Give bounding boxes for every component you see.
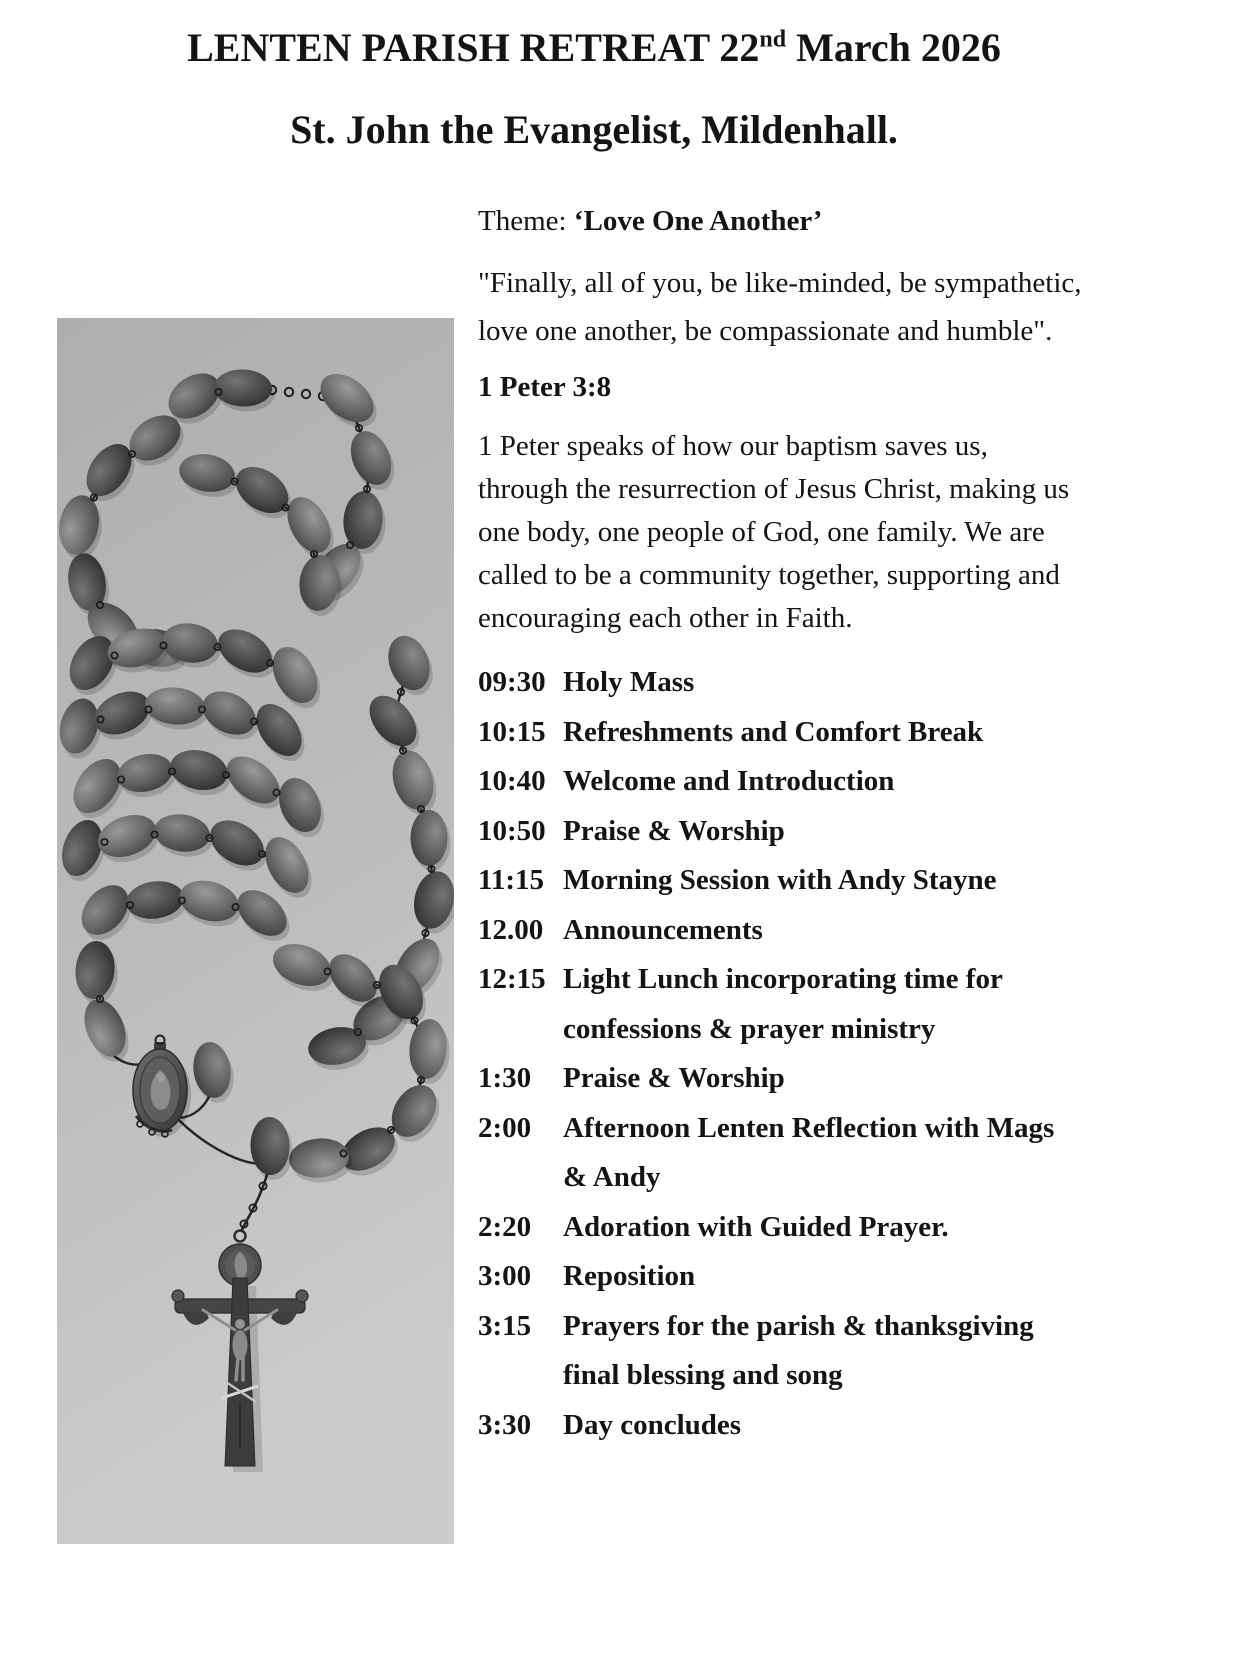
text-line: "Finally, all of you, be like-minded, be sympathetic, (478, 267, 1082, 299)
schedule-row (478, 1252, 1126, 1302)
text-line: & Andy (563, 1161, 661, 1193)
schedule-time: 12:15 (478, 963, 546, 995)
schedule-time: 2:20 (478, 1210, 532, 1243)
schedule-label (563, 1401, 1088, 1451)
schedule-label (563, 757, 1088, 807)
schedule-time: 11:15 (478, 864, 545, 896)
theme-value: ‘Love One Another’ (573, 205, 823, 237)
schedule-time: 3:00 (478, 1260, 532, 1292)
schedule-label (563, 955, 1088, 1054)
scripture-reference: 1 Peter 3:8 (478, 371, 612, 403)
rosary-photo (57, 318, 454, 1544)
text-line: Refreshments and Comfort Break (563, 715, 984, 748)
intro-paragraph (478, 425, 1126, 640)
text-line: Praise & Worship (563, 1062, 785, 1094)
page-title (0, 24, 1188, 72)
schedule-label (563, 1054, 1088, 1104)
schedule-time: 3:15 (478, 1309, 532, 1342)
scripture-quote (478, 259, 1126, 355)
schedule-label (563, 1203, 1088, 1253)
schedule-row (478, 708, 1126, 758)
schedule-label (563, 856, 1088, 906)
text-line: Announcements (563, 913, 763, 946)
page-subtitle: St. John the Evangelist, Mildenhall. (290, 107, 898, 152)
text-line: Day concludes (563, 1408, 742, 1441)
intro-and-schedule (478, 203, 1126, 1450)
rosary-illustration (57, 318, 454, 1544)
schedule-row (478, 856, 1126, 906)
title-text: LENTEN PARISH RETREAT 22 (187, 25, 760, 70)
schedule-label (563, 658, 1088, 708)
text-line: Adoration with Guided Prayer. (563, 1210, 949, 1243)
schedule-label (563, 1104, 1088, 1203)
text-line: confessions & prayer ministry (563, 1012, 936, 1045)
schedule-label (563, 906, 1088, 956)
text-line: one body, one people of God, one family. We are (478, 516, 1045, 548)
schedule-label (563, 1302, 1088, 1401)
schedule-label (563, 708, 1088, 758)
text-line: Praise & Worship (563, 814, 785, 847)
schedule-row (478, 1054, 1126, 1104)
schedule-row (478, 658, 1126, 708)
text-line: encouraging each other in Faith. (478, 602, 853, 634)
header (0, 0, 1188, 154)
text-line: love one another, be compassionate and humble". (478, 315, 1053, 347)
text-line: Afternoon Lenten Reflection with Mags (563, 1111, 1055, 1144)
text-line: Welcome and Introduction (563, 765, 895, 797)
title-date: March 2026 (786, 25, 1001, 70)
schedule-row (478, 1203, 1126, 1253)
schedule (478, 658, 1126, 1450)
text-line: 1 Peter speaks of how our baptism saves us, (478, 430, 988, 462)
schedule-row (478, 1302, 1126, 1401)
schedule-row (478, 906, 1126, 956)
schedule-time: 09:30 (478, 666, 546, 698)
schedule-label (563, 1252, 1088, 1302)
text-line: final blessing and song (563, 1359, 843, 1391)
text-line: Light Lunch incorporating time for (563, 963, 1003, 995)
schedule-row (478, 955, 1126, 1054)
schedule-time: 3:30 (478, 1408, 532, 1441)
theme-line (478, 203, 1126, 239)
text-line: Prayers for the parish & thanksgiving (563, 1309, 1034, 1342)
schedule-time: 10:40 (478, 765, 546, 797)
text-line: Holy Mass (563, 666, 695, 698)
schedule-row (478, 1401, 1126, 1451)
title-superscript: nd (759, 26, 787, 53)
schedule-time: 1:30 (478, 1062, 532, 1094)
schedule-time: 10:50 (478, 814, 546, 847)
schedule-label (563, 807, 1088, 857)
text-line: Morning Session with Andy Stayne (563, 864, 997, 896)
schedule-time: 10:15 (478, 715, 546, 748)
text-line: called to be a community together, supporting and (478, 559, 1060, 591)
schedule-row (478, 807, 1126, 857)
schedule-time: 2:00 (478, 1111, 532, 1144)
schedule-row (478, 757, 1126, 807)
text-line: Reposition (563, 1260, 696, 1292)
theme-label: Theme: (478, 205, 574, 237)
text-line: through the resurrection of Jesus Christ, making us (478, 473, 1070, 505)
schedule-row (478, 1104, 1126, 1203)
schedule-time: 12.00 (478, 913, 544, 946)
